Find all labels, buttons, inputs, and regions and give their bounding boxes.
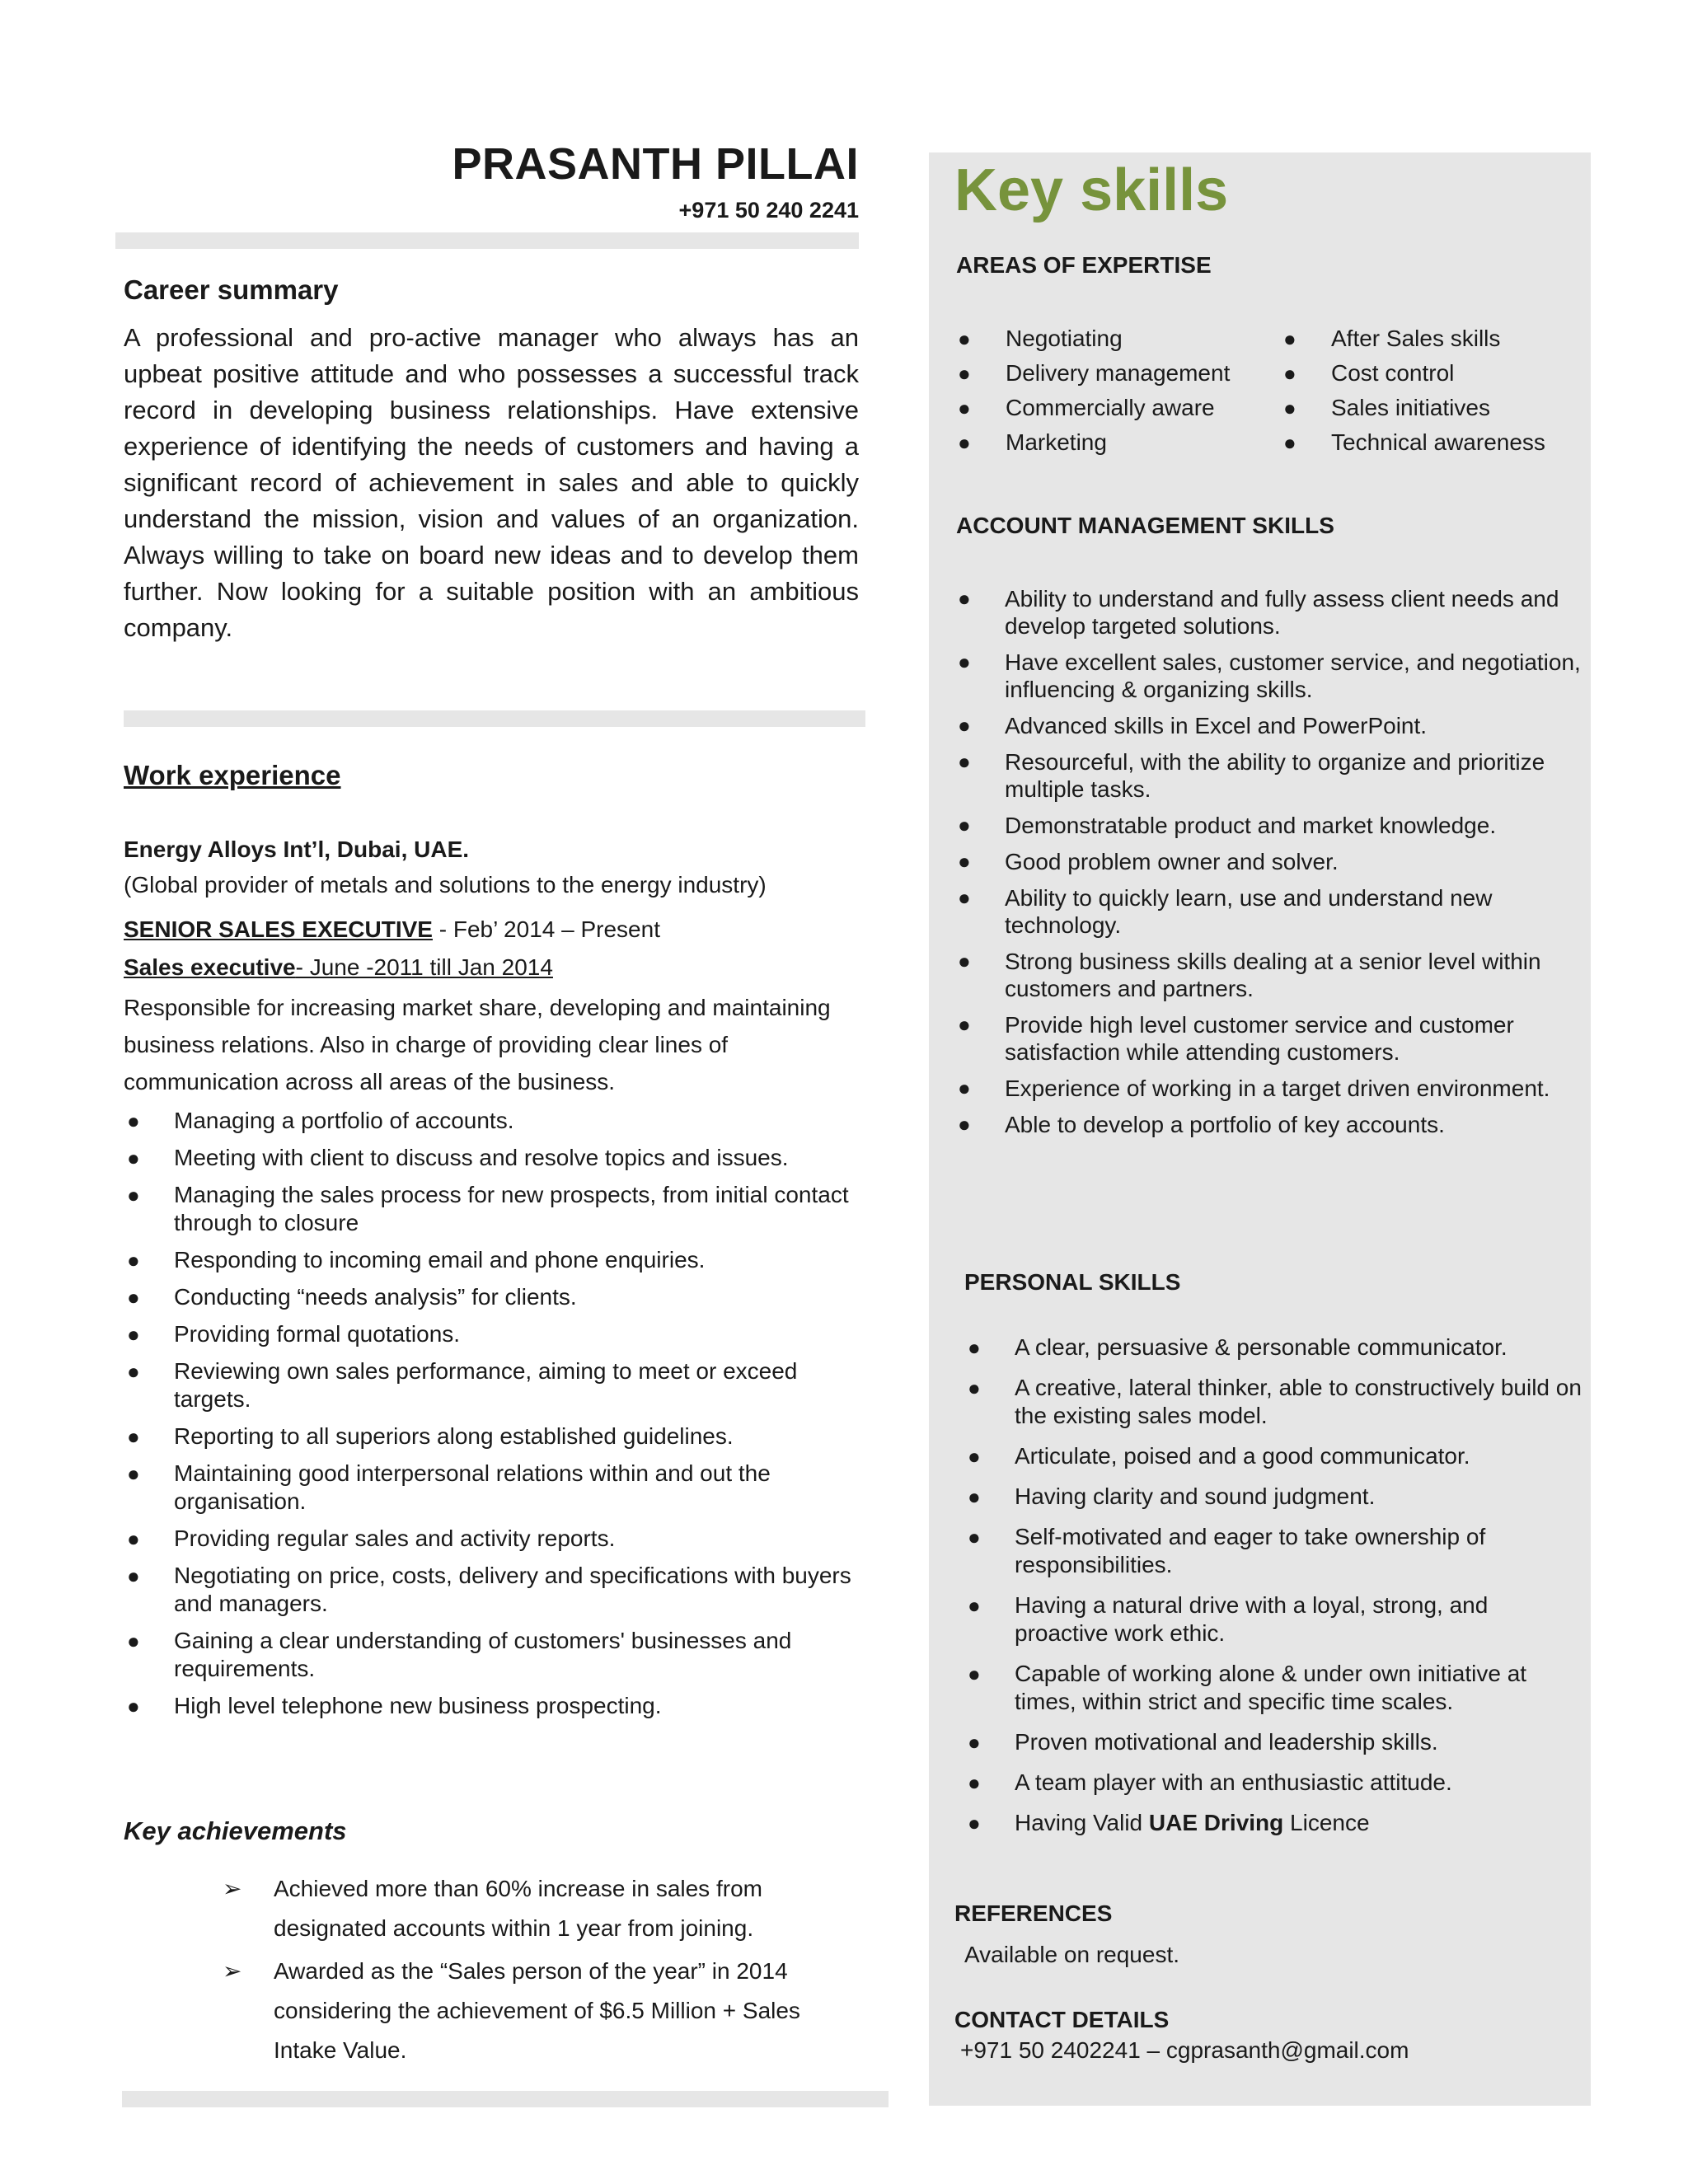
key-skills-title: Key skills [954, 157, 1229, 223]
bullet-icon: ● [968, 1525, 981, 1549]
duties-list [124, 1107, 865, 1729]
bullet-icon: ● [958, 849, 971, 874]
bullet-icon: ● [958, 1012, 971, 1037]
bullet-icon: ● [958, 649, 971, 674]
bullet-icon: ● [968, 1661, 981, 1686]
bullet-icon: ● [958, 1112, 971, 1137]
list-item: ● Self-motivated and eager to take ownership of responsibilities. [968, 1524, 1486, 1577]
divider-bar [122, 2091, 889, 2107]
bullet-icon: ● [127, 1359, 140, 1384]
expertise-column-2 [1280, 321, 1545, 460]
list-item: ● Delivery management [954, 356, 1280, 391]
list-item: ● Ability to quickly learn, use and understand new technology. [958, 885, 1493, 938]
bullet-icon: ● [1283, 361, 1296, 386]
list-item: ● Providing regular sales and activity reports. [127, 1526, 616, 1551]
bullet-icon: ● [127, 1248, 140, 1272]
list-item: ● Provide high level customer service and customer satisfaction while attending customers. [958, 1012, 1514, 1065]
references-text: Available on request. [964, 1942, 1179, 1967]
list-item: ● Having Valid UAE Driving Licence [968, 1810, 1370, 1835]
list-item: ● After Sales skills [1280, 321, 1545, 356]
bullet-icon: ● [958, 430, 971, 455]
arrow-bullet-icon: ➢ [223, 1876, 242, 1901]
list-item: ● Technical awareness [1280, 425, 1545, 460]
achievements-list [223, 1869, 861, 2074]
bullet-icon: ● [1283, 430, 1296, 455]
bullet-icon: ● [958, 396, 971, 420]
bullet-icon: ● [127, 1563, 140, 1588]
list-item: ● Having clarity and sound judgment. [968, 1483, 1376, 1509]
bullet-icon: ● [127, 1322, 140, 1347]
list-item: ● Sales initiatives [1280, 391, 1545, 425]
career-summary-text: A professional and pro-active manager who always has an upbeat positive attitude and who possesses a successful track record in developing business relationships. Have extensive experience of identifying the needs of customers and having a significant record of achievement in sales and able to quickly understand the mission, vision and values of an organization. Always willing to take on board new ideas and to develop them further. Now looking for a suitable position with an ambitious company. [124, 323, 859, 642]
role-title: Sales executive [124, 954, 296, 980]
bullet-icon: ● [958, 326, 971, 351]
role-senior-sales-executive [124, 916, 660, 943]
list-item: ● Negotiating on price, costs, delivery and specifications with buyers and managers. [127, 1563, 851, 1616]
list-item: ● High level telephone new business prospecting. [127, 1693, 662, 1718]
bullet-icon: ● [127, 1108, 140, 1133]
list-item: ● A clear, persuasive & personable communicator. [968, 1334, 1507, 1360]
personal-skills-list [964, 1333, 1582, 1849]
list-item: ● Having a natural drive with a loyal, strong, and proactive work ethic. [968, 1592, 1489, 1646]
list-item: ● Have excellent sales, customer service, and negotiation, influencing & organizing skills. [958, 649, 1581, 702]
list-item: ● Responding to incoming email and phone enquiries. [127, 1247, 706, 1272]
bullet-icon: ● [968, 1770, 981, 1795]
list-item: ● A team player with an enthusiastic attitude. [968, 1769, 1452, 1795]
company-description: (Global provider of metals and solutions to the energy industry) [124, 872, 767, 898]
list-item: ● Commercially aware [954, 391, 1280, 425]
bullet-icon: ● [958, 949, 971, 973]
list-item: ● Gaining a clear understanding of customers' businesses and requirements. [127, 1628, 792, 1681]
role-dates: - June -2011 till Jan 2014 [295, 954, 553, 980]
candidate-name: PRASANTH PILLAI [452, 139, 859, 189]
bullet-icon: ● [958, 885, 971, 910]
list-item: ➢ Awarded as the “Sales person of the year” in 2014 considering the achievement of $6.5 Million + Sales Intake Value. [223, 1952, 861, 2070]
expertise-grid [954, 321, 1581, 460]
list-item: ● Able to develop a portfolio of key accounts. [958, 1112, 1445, 1137]
list-item: ● Demonstratable product and market knowledge. [958, 813, 1497, 838]
career-summary-heading: Career summary [124, 274, 339, 305]
list-item: ● Articulate, poised and a good communicator. [968, 1443, 1470, 1469]
arrow-bullet-icon: ➢ [223, 1958, 242, 1984]
personal-skills-heading: PERSONAL SKILLS [964, 1269, 1181, 1295]
list-item: ● Meeting with client to discuss and resolve topics and issues. [127, 1145, 789, 1170]
bullet-icon: ● [958, 586, 971, 611]
bullet-icon: ● [127, 1285, 140, 1310]
role-sales-executive [124, 954, 553, 981]
bullet-icon: ● [1283, 326, 1296, 351]
bullet-icon: ● [1283, 396, 1296, 420]
account-skills-heading: ACCOUNT MANAGEMENT SKILLS [956, 513, 1334, 538]
bullet-icon: ● [968, 1593, 981, 1618]
bullet-icon: ● [968, 1484, 981, 1509]
list-item: ● Negotiating [954, 321, 1280, 356]
work-experience-heading: Work experience [124, 760, 341, 790]
list-item: ● Advanced skills in Excel and PowerPoint. [958, 713, 1428, 738]
list-item: ● Resourceful, with the ability to organize and prioritize multiple tasks. [958, 749, 1545, 802]
bullet-icon: ● [127, 1424, 140, 1449]
bullet-icon: ● [968, 1444, 981, 1469]
bullet-icon: ● [127, 1461, 140, 1486]
list-item: ● Managing a portfolio of accounts. [127, 1108, 514, 1133]
key-achievements-heading: Key achievements [124, 1816, 347, 1845]
list-item: ● A creative, lateral thinker, able to constructively build on the existing sales model. [968, 1375, 1582, 1428]
expertise-heading: AREAS OF EXPERTISE [956, 252, 1212, 278]
divider-bar [124, 710, 865, 727]
bullet-icon: ● [968, 1335, 981, 1360]
list-item: ● Reviewing own sales performance, aiming to meet or exceed targets. [127, 1358, 798, 1412]
bullet-icon: ● [968, 1811, 981, 1835]
references-heading: REFERENCES [954, 1900, 1113, 1926]
role-title: SENIOR SALES EXECUTIVE [124, 916, 433, 942]
bullet-icon: ● [968, 1376, 981, 1400]
list-item: ● Proven motivational and leadership skills. [968, 1729, 1438, 1755]
list-item: ● Conducting “needs analysis” for clients. [127, 1284, 577, 1310]
bullet-icon: ● [958, 713, 971, 738]
account-skills-list [954, 585, 1581, 1147]
list-item: ● Maintaining good interpersonal relations within and out the organisation. [127, 1460, 771, 1514]
bullet-icon: ● [127, 1146, 140, 1170]
responsibility-text: Responsible for increasing market share, developing and maintaining business relations. Also in charge of providing clear lines of communication across all areas of the business. [124, 995, 831, 1094]
list-item: ● Capable of working alone & under own initiative at times, within strict and specific time scales. [968, 1661, 1527, 1714]
list-item: ● Cost control [1280, 356, 1545, 391]
list-item: ● Marketing [954, 425, 1280, 460]
list-item: ● Ability to understand and fully assess client needs and develop targeted solutions. [958, 586, 1559, 639]
bullet-icon: ● [958, 749, 971, 774]
bullet-icon: ● [127, 1694, 140, 1718]
list-item: ➢ Achieved more than 60% increase in sales from designated accounts within 1 year from joining. [223, 1869, 861, 1948]
list-item: ● Good problem owner and solver. [958, 849, 1339, 874]
candidate-phone: +971 50 240 2241 [678, 198, 859, 223]
list-item: ● Reporting to all superiors along established guidelines. [127, 1423, 734, 1449]
bullet-icon: ● [127, 1183, 140, 1207]
company-name: Energy Alloys Int’l, Dubai, UAE. [124, 837, 470, 862]
bullet-icon: ● [968, 1730, 981, 1755]
bullet-icon: ● [958, 1076, 971, 1100]
divider-bar [115, 232, 859, 249]
bullet-icon: ● [958, 361, 971, 386]
contact-details-heading: CONTACT DETAILS [954, 2007, 1170, 2032]
list-item: ● Providing formal quotations. [127, 1321, 461, 1347]
expertise-column-1 [954, 321, 1280, 460]
bullet-icon: ● [127, 1526, 140, 1551]
bullet-icon: ● [127, 1629, 140, 1653]
role-dates: - Feb’ 2014 – Present [432, 916, 660, 942]
bullet-icon: ● [958, 813, 971, 837]
list-item: ● Strong business skills dealing at a senior level within customers and partners. [958, 949, 1541, 1001]
list-item: ● Experience of working in a target driven environment. [958, 1076, 1550, 1101]
list-item: ● Managing the sales process for new prospects, from initial contact through to closure [127, 1182, 849, 1235]
contact-details-text: +971 50 2402241 – cgprasanth@gmail.com [960, 2037, 1409, 2063]
